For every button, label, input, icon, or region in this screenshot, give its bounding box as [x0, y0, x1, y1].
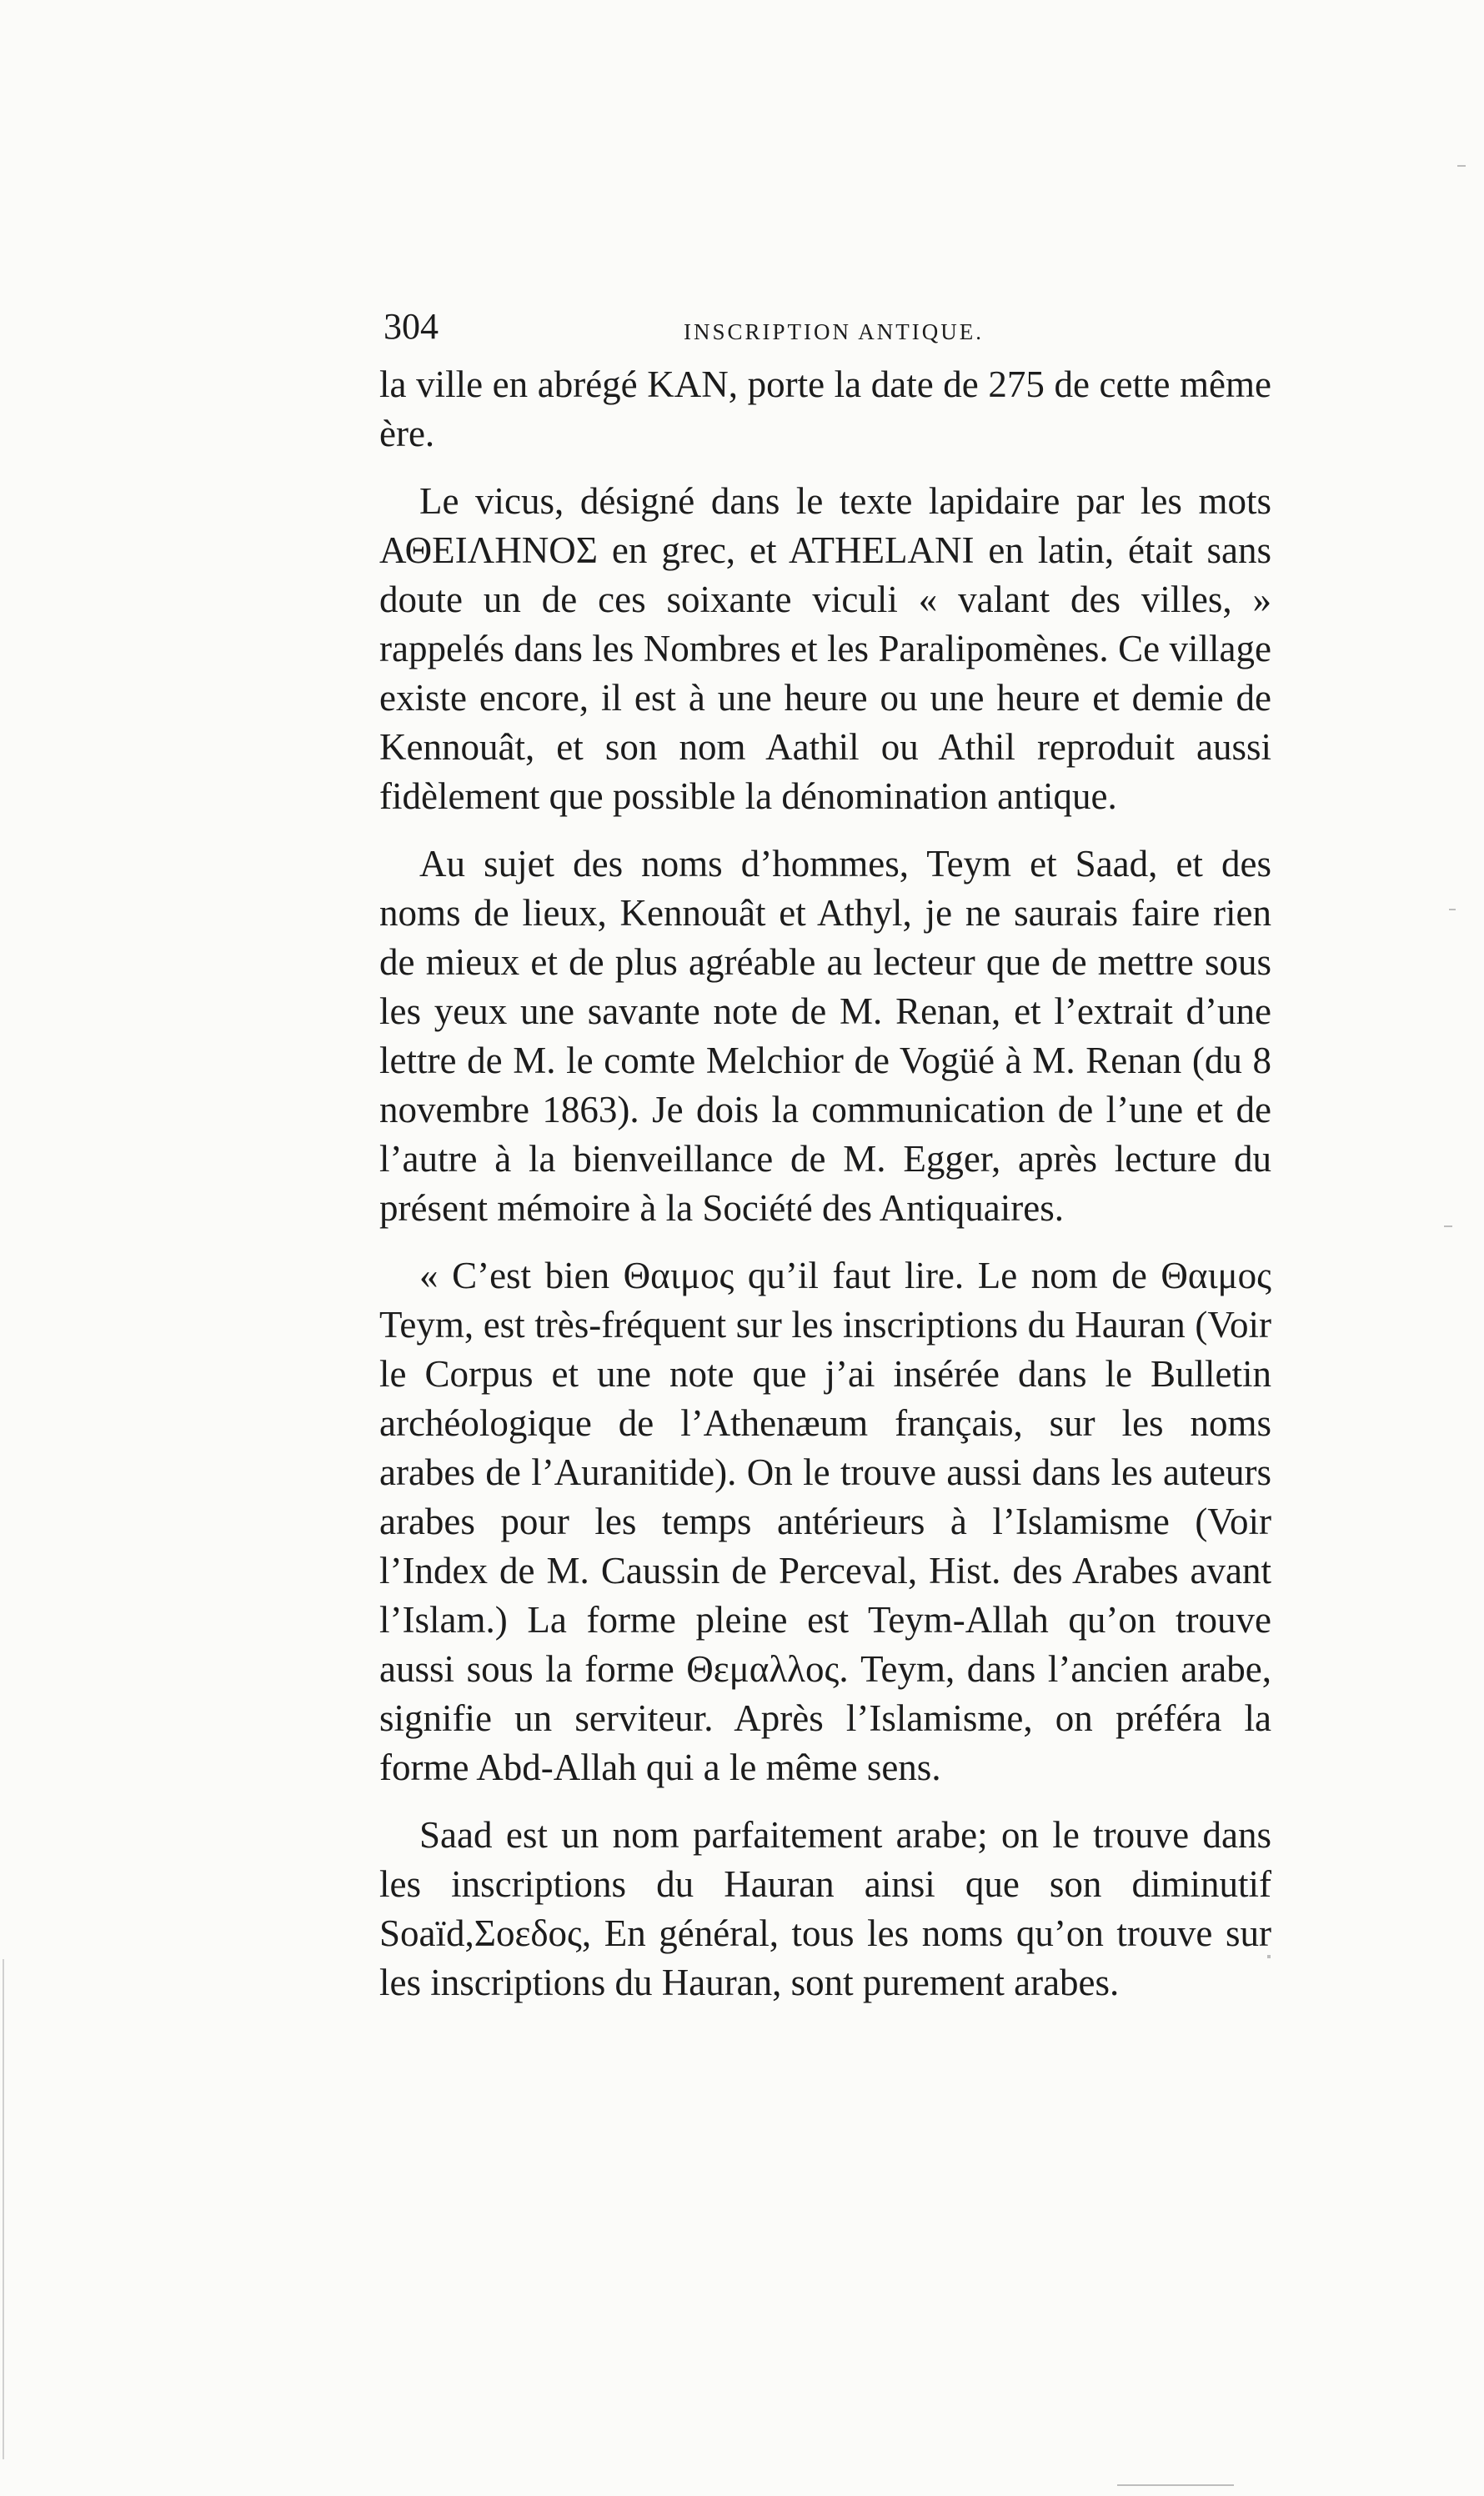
scan-speck [1267, 1955, 1271, 1958]
body-text [379, 360, 1271, 2026]
scan-edge-line [3, 1959, 4, 2459]
running-head: INSCRIPTION ANTIQUE. [684, 319, 984, 344]
paragraph-quote-renan: « C’est bien Θαιμος qu’il faut lire. Le nom de Θαιμος Teym, est très-fréquent sur les inscriptions du Hauran (Voir le Corpus et une note que j’ai insérée dans le Bulletin archéologique de l’Athenæum français, sur les noms arabes de l’Auranitide). On le trouve aussi dans les auteurs arabes pour les temps antérieurs à l’Islamisme (Voir l’Index de M. Caussin de Perceval, Hist. des Arabes avant l’Islam.) La forme pleine est Teym-Allah qu’on trouve aussi sous la forme Θεμαλλος. Teym, dans l’ancien arabe, signifie un serviteur. Après l’Islamisme, on préféra la forme Abd-Allah qui a le même sens. [379, 1255, 1271, 1788]
paragraph-names: Au sujet des noms d’hommes, Teym et Saad, et des noms de lieux, Kennouât et Athyl, je ne saurais faire rien de mieux et de plus agréable au lecteur que de mettre sous les yeux une savante note de M. Renan, et l’extrait d’une lettre de M. le comte Melchior de Vogüé à M. Renan (du 8 novembre 1863). Je dois la communication de l’une et de l’autre à la bienveillance de M. Egger, après lecture du présent mémoire à la Société des Antiquaires. [379, 843, 1271, 1229]
scan-speck [1117, 2484, 1234, 2486]
scan-speck [1457, 165, 1466, 167]
paragraph-continuation: la ville en abrégé KAN, porte la date de 275 de cette même ère. [379, 363, 1271, 454]
paragraph-vicus: Le vicus, désigné dans le texte lapidaire par les mots ΑΘΕΙΛΗΝΟΣ en grec, et ATHELANI en latin, était sans doute un de ces soixante viculi « valant des villes, » rappelés dans les Nombres et les Paralipomènes. Ce village existe encore, il est à une heure ou une heure et demie de Kennouât, et son nom Aathil ou Athil reproduit aussi fidèlement que possible la dénomination antique. [379, 480, 1271, 817]
scan-speck [1449, 909, 1456, 910]
scan-speck [1444, 1225, 1452, 1227]
page-header [384, 302, 1259, 352]
page-number: 304 [384, 306, 439, 347]
paragraph-saad: Saad est un nom parfaitement arabe; on le trouve dans les inscriptions du Hauran ainsi que son diminutif Soaïd,Σοεδος, En général, tous les noms qu’on trouve sur les inscriptions du Hauran, sont purement arabes. [379, 1814, 1271, 2003]
